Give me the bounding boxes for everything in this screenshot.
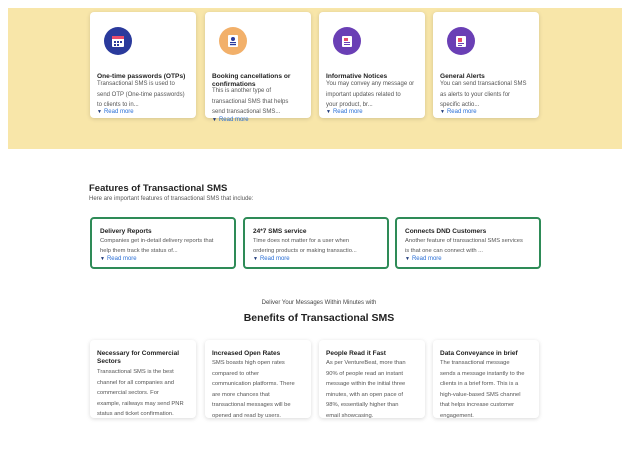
benefit-title: Necessary for Commercial Sectors bbox=[97, 350, 180, 365]
caret-down-icon: ▼ bbox=[97, 109, 102, 115]
feature-text: Time does not matter for a user when ordering products or making transactio... bbox=[253, 238, 357, 254]
benefit-title: Data Conveyance in brief bbox=[440, 350, 518, 357]
card-title: Booking cancellations or confirmations bbox=[212, 73, 291, 88]
calendar-icon bbox=[104, 27, 132, 55]
benefit-card-data-conveyance bbox=[433, 340, 539, 418]
card-title: One-time passwords (OTPs) bbox=[97, 73, 186, 80]
read-more-link[interactable]: ▼ Read more bbox=[100, 256, 137, 262]
read-more-link[interactable]: ▼ Read more bbox=[212, 117, 249, 123]
feature-title: Connects DND Customers bbox=[405, 228, 487, 235]
features-subtitle: Here are important features of transactional SMS that include: bbox=[89, 196, 254, 202]
booking-card[interactable] bbox=[205, 12, 311, 123]
card-text: Transactional SMS is used to send OTP (One-time passwords) to clients to in... bbox=[97, 81, 185, 108]
read-more-link[interactable]: ▼ Read more bbox=[326, 109, 363, 115]
features-title: Features of Transactional SMS bbox=[89, 183, 228, 194]
benefit-card-commercial bbox=[90, 340, 196, 418]
benefit-title: Increased Open Rates bbox=[212, 350, 281, 357]
read-more-link[interactable]: ▼ Read more bbox=[405, 256, 442, 262]
feature-title: Delivery Reports bbox=[100, 228, 152, 235]
card-text: You may convey any message or important updates related to your product, br... bbox=[326, 81, 415, 108]
ticket-icon bbox=[219, 27, 247, 55]
benefit-title: People Read it Fast bbox=[326, 350, 386, 357]
card-text: You can send transactional SMS as alerts to your clients for specific actio... bbox=[440, 81, 527, 108]
caret-down-icon: ▼ bbox=[212, 117, 217, 123]
feature-card-delivery[interactable] bbox=[90, 217, 236, 269]
alert-icon bbox=[447, 27, 475, 55]
otp-card[interactable] bbox=[90, 12, 196, 118]
caret-down-icon: ▼ bbox=[253, 256, 258, 262]
card-text: This is another type of transactional SMS that helps send transactional SMS... bbox=[212, 88, 289, 115]
benefits-kicker: Deliver Your Messages Within Minutes with bbox=[261, 300, 377, 306]
benefit-text: SMS boasts high open rates compared to other communication platforms. There are more chances that transactional messages will be opened and read by users. bbox=[212, 360, 295, 419]
alerts-card[interactable] bbox=[433, 12, 539, 118]
benefit-text: Transactional SMS is the best channel for all companies and commercial sectors. For example, railways may send PNR status and ticket confirmation. bbox=[97, 369, 184, 417]
card-title: General Alerts bbox=[440, 73, 485, 80]
benefit-text: The transactional message sends a message instantly to the clients in a brief form. This is a high-value-based SMS channel that helps increase customer engagement. bbox=[440, 360, 525, 419]
feature-text: Another feature of transactional SMS services is that one can connect with ... bbox=[405, 238, 523, 254]
feature-text: Companies get in-detail delivery reports that help them track the status of... bbox=[100, 238, 214, 254]
benefit-card-read-fast bbox=[319, 340, 425, 418]
notices-card[interactable] bbox=[319, 12, 425, 118]
feature-card-dnd[interactable] bbox=[395, 217, 541, 269]
benefit-text: As per VentureBeat, more than 90% of people read an instant message within the initial three minutes, with an open pace of 98%, essentially higher than email showcasing. bbox=[326, 360, 406, 419]
caret-down-icon: ▼ bbox=[326, 109, 331, 115]
read-more-link[interactable]: ▼ Read more bbox=[97, 109, 134, 115]
caret-down-icon: ▼ bbox=[100, 256, 105, 262]
benefit-card-open-rates bbox=[205, 340, 311, 418]
card-title: Informative Notices bbox=[326, 73, 388, 80]
feature-title: 24*7 SMS service bbox=[253, 228, 307, 235]
benefits-title: Benefits of Transactional SMS bbox=[243, 312, 395, 324]
caret-down-icon: ▼ bbox=[405, 256, 410, 262]
feature-card-24x7[interactable] bbox=[243, 217, 389, 269]
caret-down-icon: ▼ bbox=[440, 109, 445, 115]
notice-icon bbox=[333, 27, 361, 55]
read-more-link[interactable]: ▼ Read more bbox=[440, 109, 477, 115]
read-more-link[interactable]: ▼ Read more bbox=[253, 256, 290, 262]
